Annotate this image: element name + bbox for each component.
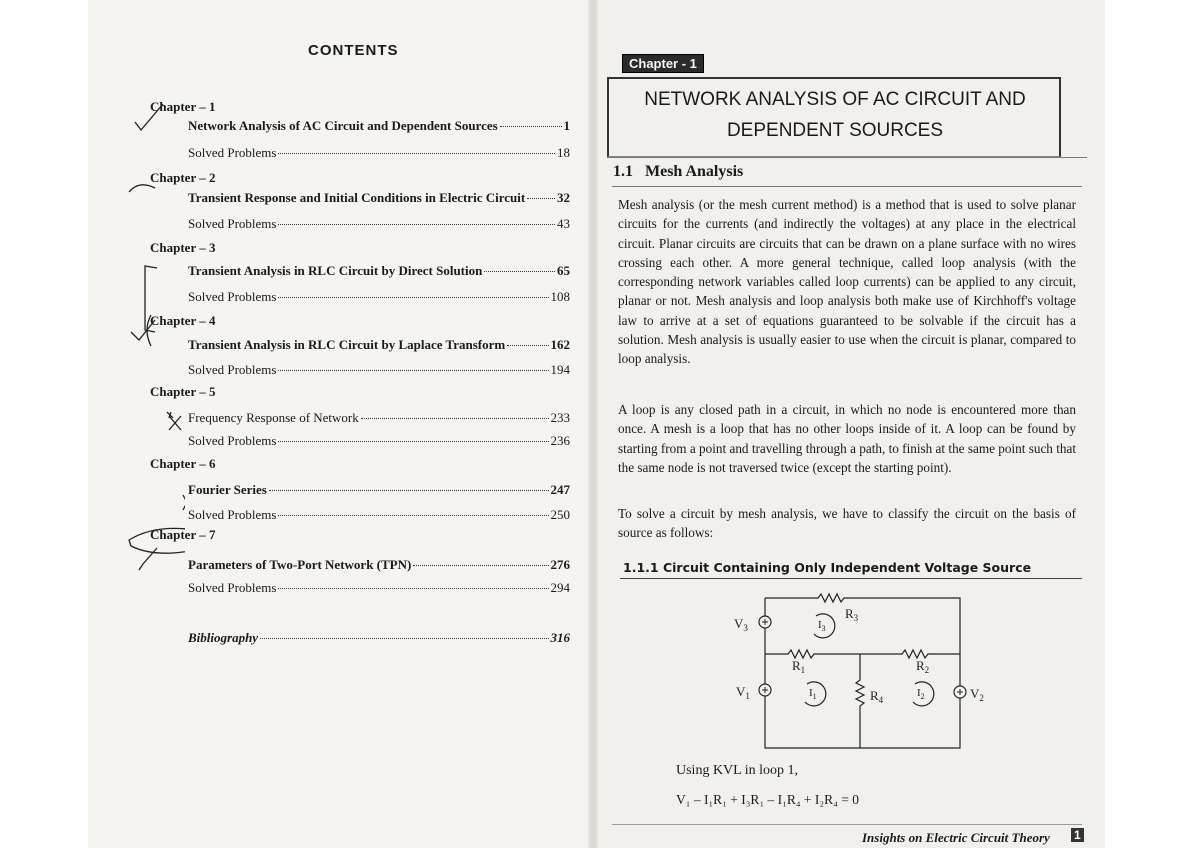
chapter-4-label: Chapter – 4 — [150, 313, 216, 328]
divider — [607, 157, 1087, 158]
label-r1: $R_1$ — [792, 658, 806, 675]
toc-page-number: 32 — [557, 190, 570, 205]
chapter-tag: Chapter - 1 — [622, 54, 704, 73]
section-number: 1.1 — [613, 163, 633, 180]
paragraph-classification: To solve a circuit by mesh analysis, we have to classify the circuit on the basis of source as follows: — [618, 506, 1076, 541]
toc-page-number: 65 — [557, 263, 570, 278]
toc-entry-title: Solved Problems — [188, 507, 277, 522]
toc-page-number: 108 — [550, 289, 570, 304]
chapter-2-label: Chapter – 2 — [150, 170, 216, 185]
footer-rule — [612, 824, 1082, 825]
tick-mark-icon — [131, 320, 155, 340]
toc-entry-ch1-solved[interactable] — [188, 145, 570, 161]
label-i1: $I_1$ — [809, 687, 817, 701]
chapter-1-label: Chapter – 1 — [150, 99, 216, 114]
dot-leader — [278, 370, 548, 371]
contents-heading: CONTENTS — [308, 42, 399, 59]
kvl-label: Using KVL in loop 1, — [676, 763, 798, 778]
toc-entry-ch1-title[interactable] — [188, 118, 570, 134]
chapter-title-line-1: NETWORK ANALYSIS OF AC CIRCUIT AND — [644, 89, 1026, 110]
toc-page-number: 276 — [550, 557, 570, 572]
toc-entry-title: Network Analysis of AC Circuit and Dependent Sources — [188, 118, 498, 133]
toc-entry-bibliography[interactable] — [188, 630, 570, 646]
dot-leader — [278, 224, 555, 225]
cross-mark-icon — [183, 495, 185, 510]
subsection-underline — [620, 578, 1082, 579]
label-v2: $V_2$ — [970, 686, 984, 703]
chapter-7-label: Chapter – 7 — [150, 527, 216, 542]
toc-entry-title: Frequency Response of Network — [188, 410, 359, 425]
toc-entry-title: Solved Problems — [188, 580, 277, 595]
paragraph-mesh-analysis: Mesh analysis (or the mesh current method) is a method that is used to solve planar circuits for the currents (and indirectly the voltages) at any place in the electrical circuit. Planar circuits are circuits that can be drawn on a plane surface with no wires crossing each other. A more general technique, called loop analysis (with the corresponding network variables called loop currents) can be applied to any circuit, planar or not. Mesh analysis and loop analysis both make use of Kirchhoff's voltage law to arrive at a set of equations guaranteed to be solvable if the circuit has a solution. Mesh analysis is usually easier to use when the circuit is planar, compared to loop analysis. — [618, 197, 1076, 367]
dot-leader — [278, 515, 548, 516]
toc-page-number: 162 — [550, 337, 570, 352]
toc-entry-ch2-solved[interactable] — [188, 216, 570, 232]
section-underline — [612, 186, 1082, 187]
page-number: 1 — [1071, 828, 1084, 842]
toc-page-number: 43 — [557, 216, 570, 231]
subsection-heading: 1.1.1 Circuit Containing Only Independent Voltage Source — [623, 560, 1032, 575]
chapter-title — [612, 84, 1058, 146]
dot-leader — [278, 153, 555, 154]
toc-entry-ch5-title[interactable] — [188, 410, 570, 426]
chapter-5-label: Chapter – 5 — [150, 384, 216, 399]
plus-sign-icon — [762, 619, 963, 695]
dot-leader — [278, 297, 548, 298]
toc-entry-ch7-solved[interactable] — [188, 580, 570, 596]
dot-leader — [527, 198, 555, 199]
toc-entry-title: Transient Analysis in RLC Circuit by Laplace Transform — [188, 337, 506, 352]
cross-mark-icon — [169, 416, 181, 430]
label-i3: $I_3$ — [818, 619, 826, 633]
label-v1: $V_1$ — [736, 684, 750, 701]
label-v3: $V_3$ — [734, 616, 748, 633]
toc-entry-ch5-solved[interactable] — [188, 433, 570, 449]
label-r4: $R_4$ — [870, 688, 884, 705]
toc-page-number: 194 — [550, 362, 570, 377]
dot-leader — [269, 490, 549, 491]
dot-leader — [361, 418, 549, 419]
toc-entry-ch4-title[interactable] — [188, 337, 570, 353]
toc-entry-ch6-title[interactable] — [188, 482, 570, 498]
toc-entry-title: Solved Problems — [188, 289, 277, 304]
resistor-r4 — [856, 654, 864, 748]
toc-page-number: 316 — [550, 630, 570, 645]
kvl-equation: V₁ – I₁R₁ + I₃R₁ – I₁R₄ + I₂R₄ = 0 — [676, 792, 859, 807]
section-title: Mesh Analysis — [645, 163, 744, 180]
chapter-title-line-2: DEPENDENT SOURCES — [726, 120, 944, 141]
toc-entry-title: Solved Problems — [188, 216, 277, 231]
toc-page-number: 1 — [563, 118, 570, 133]
dot-leader — [484, 271, 555, 272]
toc-page-number: 233 — [550, 410, 570, 425]
tick-mark-icon — [129, 185, 155, 192]
paragraph-loop-definition: A loop is any closed path in a circuit, in which no node is encountered more than once. A mesh is a loop that has no other loops inside of it. A loop can be found by starting from a point and travelling through a path, to finish at the same point such that the same node is not traversed twice (except the starting point). — [618, 402, 1076, 475]
toc-entry-title: Bibliography — [188, 630, 259, 645]
mesh-circuit-diagram — [720, 586, 1010, 756]
circle-mark-icon — [129, 528, 185, 553]
chapter-3-label: Chapter – 3 — [150, 240, 216, 255]
label-r3: $R_3$ — [845, 606, 859, 623]
dot-leader — [500, 126, 562, 127]
toc-entry-title: Solved Problems — [188, 145, 277, 160]
toc-entry-title: Solved Problems — [188, 433, 277, 448]
dot-leader — [278, 588, 548, 589]
toc-page-number: 294 — [550, 580, 570, 595]
dot-leader — [507, 345, 548, 346]
dot-leader — [413, 565, 548, 566]
toc-entry-title: Fourier Series — [188, 482, 267, 497]
toc-entry-title: Solved Problems — [188, 362, 277, 377]
footer-book-title: Insights on Electric Circuit Theory — [862, 830, 1050, 845]
toc-entry-ch3-title[interactable] — [188, 263, 570, 279]
toc-page-number: 18 — [557, 145, 570, 160]
toc-entry-ch6-solved[interactable] — [188, 507, 570, 523]
toc-page-number: 247 — [550, 482, 570, 497]
dot-leader — [260, 638, 548, 639]
toc-entry-title: Transient Analysis in RLC Circuit by Direct Solution — [188, 263, 483, 278]
label-r2: $R_2$ — [916, 658, 930, 675]
toc-entry-title: Transient Response and Initial Conditions in Electric Circuit — [188, 190, 526, 205]
toc-page-number: 250 — [550, 507, 570, 522]
toc-entry-ch2-title[interactable] — [188, 190, 570, 206]
dot-leader — [278, 441, 548, 442]
chapter-6-label: Chapter – 6 — [150, 456, 216, 471]
toc-page-number: 236 — [550, 433, 570, 448]
toc-entry-ch4-solved[interactable] — [188, 362, 570, 378]
label-i2: $I_2$ — [917, 687, 925, 701]
bracket-mark-icon — [145, 266, 157, 332]
toc-entry-ch7-title[interactable] — [188, 557, 570, 573]
section-heading — [613, 163, 743, 181]
middle-wire — [765, 650, 960, 658]
tick-mark-icon — [135, 104, 163, 130]
toc-entry-ch3-solved[interactable] — [188, 289, 570, 305]
pen-annotations — [125, 100, 185, 700]
book-gutter — [588, 0, 598, 848]
toc-entry-title: Parameters of Two-Port Network (TPN) — [188, 557, 412, 572]
